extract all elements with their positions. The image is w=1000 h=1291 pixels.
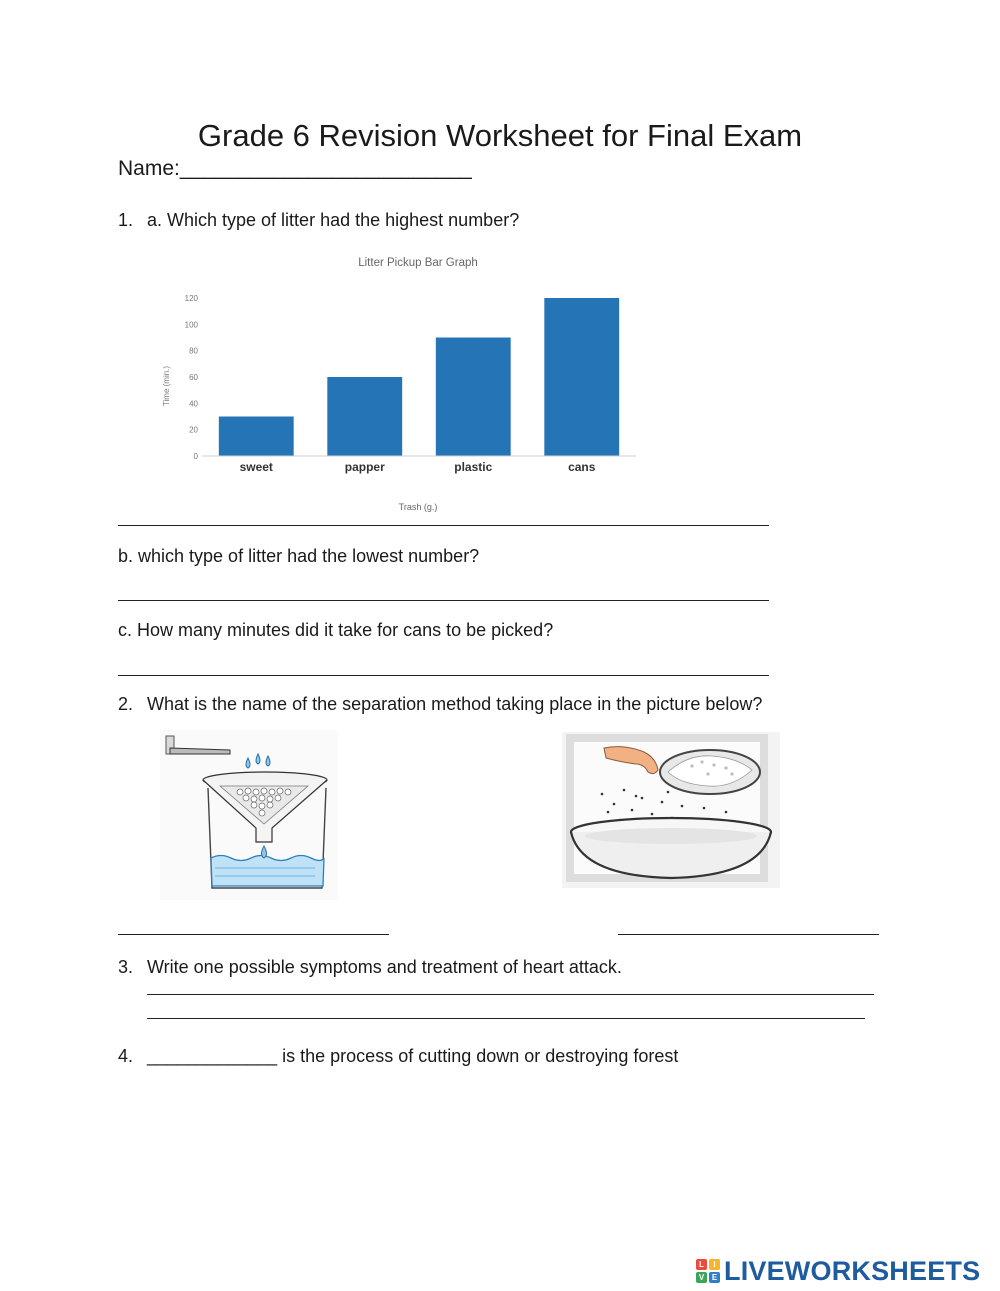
chart-y-tick-label: 40 — [189, 399, 198, 409]
chart-bar-cans — [544, 298, 619, 456]
logo-text: LIVEWORKSHEETS — [724, 1255, 981, 1286]
question-3 — [118, 955, 622, 979]
page-title: Grade 6 Revision Worksheet for Final Exam — [197, 118, 803, 153]
question-number: 4. — [118, 1046, 134, 1066]
chart-y-tick-label: 20 — [189, 425, 198, 435]
question-text: Write one possible symptoms and treatment of heart attack. — [147, 957, 622, 977]
question-2 — [118, 692, 762, 716]
question-number: 2. — [118, 694, 134, 714]
logo-mark-letter: E — [709, 1272, 720, 1283]
answer-line-1c[interactable] — [118, 675, 769, 676]
chart-x-tick-label: papper — [344, 460, 385, 474]
question-text: is the process of cutting down or destroying forest — [277, 1046, 679, 1066]
logo-mark-icon — [696, 1259, 720, 1283]
name-field[interactable]: Name:_________________________ — [118, 157, 472, 180]
chart-bar-sweet — [219, 417, 294, 457]
question-text: What is the name of the separation method taking place in the picture below? — [147, 694, 763, 714]
filtration-illustration — [160, 730, 338, 900]
chart-y-tick-label: 100 — [184, 320, 198, 330]
answer-line-3a[interactable] — [147, 994, 874, 995]
chart-title: Litter Pickup Bar Graph — [358, 257, 478, 269]
logo-mark-letter: L — [696, 1259, 707, 1270]
question-1b: b. which type of litter had the lowest number? — [118, 546, 480, 566]
answer-line-2-left[interactable] — [118, 934, 389, 935]
chart-xlabel: Trash (g.) — [398, 502, 438, 512]
chart-bar-papper — [327, 377, 402, 456]
chart-x-ticks — [240, 460, 596, 474]
litter-bar-chart — [150, 248, 650, 520]
question-1a — [118, 208, 519, 232]
answer-line-1b[interactable] — [118, 600, 769, 601]
chart-y-ticks — [185, 294, 199, 461]
fill-in-blank[interactable]: _____________ — [147, 1046, 278, 1066]
answer-line-2-right[interactable] — [618, 934, 879, 935]
liveworksheets-logo — [696, 1256, 980, 1286]
answer-line-1a[interactable] — [118, 525, 769, 526]
chart-y-tick-label: 80 — [189, 346, 198, 356]
question-1c: c. How many minutes did it take for cans to be picked? — [118, 620, 554, 640]
chart-y-tick-label: 0 — [193, 452, 198, 461]
filtrate-water-icon — [211, 856, 324, 887]
logo-mark-letter: V — [696, 1272, 707, 1283]
logo-mark-letter: I — [709, 1259, 720, 1270]
chart-x-tick-label: sweet — [239, 460, 273, 474]
chart-x-tick-label: plastic — [454, 460, 493, 474]
answer-line-3b[interactable] — [147, 1018, 865, 1019]
chart-y-tick-label: 60 — [189, 373, 198, 382]
chart-bars — [219, 298, 619, 456]
chart-x-tick-label: cans — [568, 460, 596, 474]
question-4 — [118, 1044, 678, 1068]
sieving-illustration — [562, 732, 780, 888]
question-text: a. Which type of litter had the highest number? — [147, 210, 520, 230]
chart-ylabel: Time (min.) — [162, 365, 171, 407]
question-number: 3. — [118, 957, 134, 977]
question-number: 1. — [118, 210, 134, 230]
chart-bar-plastic — [436, 338, 511, 457]
chart-y-tick-label: 120 — [184, 294, 198, 303]
